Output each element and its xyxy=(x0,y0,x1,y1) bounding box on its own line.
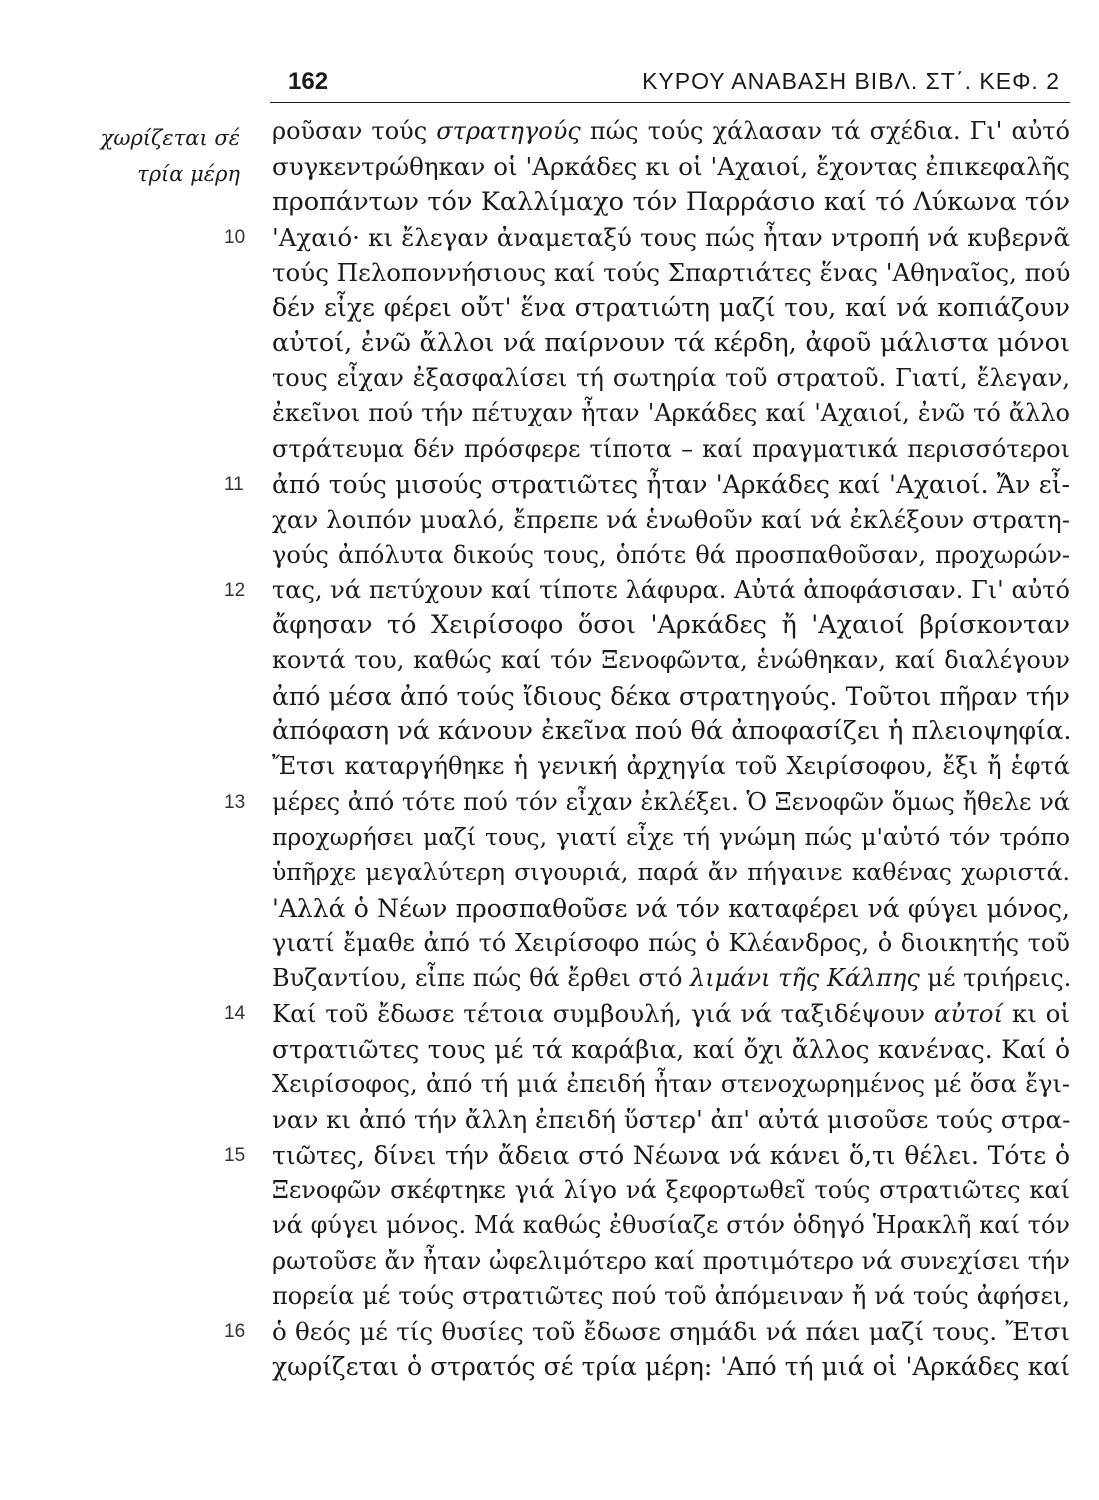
text-line: ἐκεῖνοι πού τήν πέτυχαν ἦταν 'Αρκάδες καί 'Αχαιοί, ἐνῶ τό ἄλλο xyxy=(272,399,1070,428)
text-line: κοντά του, καθώς καί τόν Ξενοφῶντα, ἑνώθηκαν, καί διαλέγουν xyxy=(272,646,1070,675)
text-line: ροῦσαν τούς στρατηγούς πώς τούς χάλασαν τά σχέδια. Γι' αὐτό xyxy=(272,117,1071,145)
text-line: 16 ὁ θεός μέ τίς θυσίες τοῦ ἔδωσε σημάδι νά πάει μαζί τους. Ἔτσι xyxy=(272,1314,1070,1349)
text-line: ρωτοῦσε ἄν ἦταν ὠφελιμότερο καί προτιμότερο νά συνεχίσει τήν xyxy=(272,1246,1071,1275)
margin-note xyxy=(60,120,240,192)
text-line: χαν λοιπόν μυαλό, ἔπρεπε νά ἑνωθοῦν καί νά ἐκλέξουν στρατη- xyxy=(272,505,1070,535)
page-number: 162 xyxy=(288,68,329,95)
text-line: χωρίζεται ὁ στρατός σέ τρία μέρη: 'Από τή μιά οἱ 'Αρκάδες καί xyxy=(272,1352,1070,1382)
paragraph-number: 13 xyxy=(224,791,246,813)
text-line: προχωρήσει μαζί τους, γιατί εἶχε τή γνώμη πώς μ'αὐτό τόν τρόπο xyxy=(272,822,1070,851)
text-line: 10 'Αχαιό· κι ἔλεγαν ἀναμεταξύ τους πώς ἦταν ντροπή νά κυβερνᾶ xyxy=(272,220,1070,255)
page-header xyxy=(270,62,1070,103)
text-line: προπάντων τόν Καλλίμαχο τόν Παρράσιο καί τό Λύκωνα τόν xyxy=(272,186,1070,217)
running-head: ΚΥΡΟΥ ΑΝΑΒΑΣΗ ΒΙΒΛ. ΣΤ΄. ΚΕΦ. 2 xyxy=(642,68,1060,94)
paragraph-number: 16 xyxy=(224,1321,246,1343)
margin-note-line: χωρίζεται σέ xyxy=(100,126,240,150)
text-line: Χειρίσοφος, ἀπό τή μιά ἐπειδή ἦταν στενοχωρημένος μέ ὅσα ἔγι- xyxy=(272,1070,1070,1099)
paragraph-number: 14 xyxy=(224,1003,246,1025)
text-line: 11 ἀπό τούς μισούς στρατιῶτες ἦταν 'Αρκάδες καί 'Αχαιοί. Ἄν εἶ- xyxy=(272,467,1070,502)
text-line: ἀπό μέσα ἀπό τούς ἴδιους δέκα στρατηγούς. Τοῦτοι πῆραν τήν xyxy=(272,681,1070,711)
text-line: τους εἶχαν ἐξασφαλίσει τή σωτηρία τοῦ στρατοῦ. Γιατί, ἔλεγαν, xyxy=(272,364,1070,393)
paragraph-number: 10 xyxy=(224,226,246,248)
text-line: ἄφησαν τό Χειρίσοφο ὅσοι 'Αρκάδες ἤ 'Αχαιοί βρίσκονταν xyxy=(272,610,1070,641)
text-line: νά φύγει μόνος. Μά καθώς ἐθυσίαζε στόν ὁδηγό Ἡρακλῆ καί τόν xyxy=(272,1211,1070,1240)
margin-note-line: τρία μέρη xyxy=(137,162,240,186)
text-line: ὑπῆρχε μεγαλύτερη σιγουριά, παρά ἄν πήγαινε καθένας χωριστά. xyxy=(272,858,1070,887)
text-line: 14 Καί τοῦ ἔδωσε τέτοια συμβουλή, γιά νά ταξιδέψουν αὐτοί κι οἱ xyxy=(272,996,1070,1031)
paragraph-number: 12 xyxy=(224,579,246,601)
text-line: συγκεντρώθηκαν οἱ 'Αρκάδες κι οἱ 'Αχαιοί, ἔχοντας ἐπικεφαλῆς xyxy=(272,152,1070,182)
text-line: 15 τιῶτες, δίνει τήν ἄδεια στό Νέωνα νά κάνει ὅ,τι θέλει. Τότε ὁ xyxy=(272,1138,1070,1173)
paragraph-number: 11 xyxy=(224,473,244,495)
text-line: γιατί ἔμαθε ἀπό τό Χειρίσοφο πώς ὁ Κλέανδρος, ὁ διοικητής τοῦ xyxy=(272,928,1070,957)
text-line: τούς Πελοποννήσιους καί τούς Σπαρτιάτες ἕνας 'Αθηναῖος, πού xyxy=(272,258,1071,288)
text-line: αὐτοί, ἐνῶ ἄλλοι νά παίρνουν τά κέρδη, ἀφοῦ μάλιστα μόνοι xyxy=(272,327,1070,358)
text-line: 12 τας, νά πετύχουν καί τίποτε λάφυρα. Αὐτά ἀποφάσισαν. Γι' αὐτό xyxy=(272,573,1070,608)
text-line: Ξενοφῶν σκέφτηκε γιά λίγο νά ξεφορτωθεῖ τούς στρατιῶτες καί xyxy=(272,1175,1070,1204)
text-line: δέν εἶχε φέρει οὔτ' ἕνα στρατιώτη μαζί του, καί νά κοπιάζουν xyxy=(272,293,1070,323)
italic-term: στρατηγούς xyxy=(436,117,581,145)
body-text xyxy=(224,114,1072,1385)
text-line: γούς ἀπόλυτα δικούς τους, ὁπότε θά προσπαθοῦσαν, προχωρών- xyxy=(272,540,1070,569)
text-line: 13 μέρες ἀπό τότε πού τόν εἶχαν ἐκλέξει. Ὁ Ξενοφῶν ὅμως ἤθελε νά xyxy=(272,785,1070,820)
text-line: 'Αλλά ὁ Νέων προσπαθοῦσε νά τόν καταφέρει νά φύγει μόνος, xyxy=(272,893,1070,923)
paragraph-number: 15 xyxy=(224,1144,246,1166)
text-line: ναν κι ἀπό τήν ἄλλη ἐπειδή ὕστερ' ἀπ' αὐτά μισοῦσε τούς στρα- xyxy=(272,1105,1071,1135)
text-line: ἀπόφαση νά κάνουν ἐκεῖνα πού θά ἀποφασίζει ἡ πλειοψηφία. xyxy=(272,716,1072,747)
text-line: πορεία μέ τούς στρατιῶτες πού τοῦ ἀπόμειναν ἤ νά τούς ἀφήσει, xyxy=(272,1281,1070,1310)
text-line: Ἔτσι καταργήθηκε ἡ γενική ἀρχηγία τοῦ Χειρίσοφου, ἔξι ἤ ἑφτά xyxy=(272,752,1070,781)
text-line: στράτευμα δέν πρόσφερε τίποτα – καί πραγματικά περισσότεροι xyxy=(272,434,1070,463)
text-line: Βυζαντίου, εἶπε πώς θά ἔρθει στό λιμάνι τῆς Κάλπης μέ τριήρεις. xyxy=(272,964,1072,993)
italic-term: λιμάνι τῆς Κάλπης xyxy=(690,964,920,993)
text-line: στρατιῶτες τους μέ τά καράβια, καί ὄχι ἄλλος κανένας. Καί ὁ xyxy=(272,1034,1070,1064)
italic-term: αὐτοί xyxy=(933,999,1004,1029)
